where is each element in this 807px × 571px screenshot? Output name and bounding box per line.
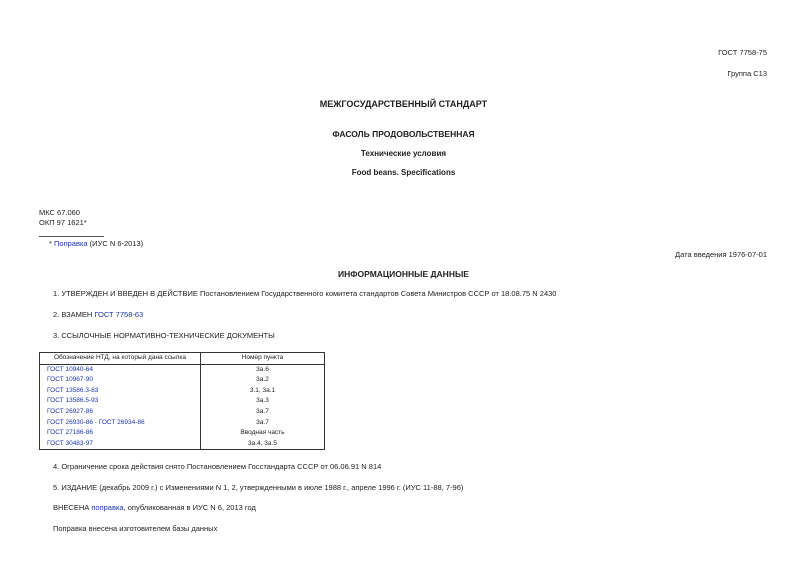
okp-code: ОКП 97 1621* [39, 218, 87, 227]
document-title: ФАСОЛЬ ПРОДОВОЛЬСТВЕННАЯ [332, 129, 475, 139]
table-row [40, 386, 325, 397]
info-item-4: 4. Ограничение срока действия снято Постановлением Госстандарта СССР от 06.06.91 N 814 [53, 462, 382, 471]
gost-link[interactable]: ГОСТ 26927-86 [47, 407, 93, 415]
table-header-row [40, 353, 325, 365]
replaced-gost-link[interactable]: ГОСТ 7758-63 [94, 310, 144, 319]
amendment-prefix: ВНЕСЕНА [53, 503, 92, 512]
info-heading: ИНФОРМАЦИОННЫЕ ДАННЫЕ [338, 269, 469, 279]
info-item-3: 3. ССЫЛОЧНЫЕ НОРМАТИВНО-ТЕХНИЧЕСКИЕ ДОКУМЕНТЫ [53, 331, 275, 340]
gost-link[interactable]: ГОСТ 13586.5-93 [47, 397, 99, 405]
mks-code: МКС 67.060 [39, 208, 80, 217]
footnote-source: (ИУС N 6-2013) [87, 239, 144, 248]
amendment-note: Поправка внесена изготовителем базы данных [53, 524, 218, 533]
gost-link[interactable]: ГОСТ 10967-90 [47, 376, 93, 384]
clause-cell: 3а.7 [201, 407, 325, 418]
amendment-suffix: , опубликованная в ИУС N 6, 2013 год [123, 503, 256, 512]
gost-link[interactable]: ГОСТ 30483-97 [47, 439, 93, 447]
table-row [40, 396, 325, 407]
table-row [40, 364, 325, 375]
clause-cell: 3а.4, 3а.5 [201, 439, 325, 450]
footnote-divider [39, 236, 104, 237]
clause-cell: 3а.6 [201, 364, 325, 375]
reference-table [39, 352, 325, 450]
clause-cell: 3а.2 [201, 375, 325, 386]
gost-link[interactable]: ГОСТ 27186-86 [47, 429, 93, 437]
document-title-en: Food beans. Specifications [351, 168, 456, 177]
table-row [40, 407, 325, 418]
standard-type: МЕЖГОСУДАРСТВЕННЫЙ СТАНДАРТ [319, 99, 488, 109]
table-row [40, 375, 325, 386]
intro-date: Дата введения 1976-07-01 [675, 250, 767, 259]
column-header-document: Обозначение НТД, на который дана ссылка [40, 353, 201, 365]
clause-cell: 3.1, 3а.1 [201, 386, 325, 397]
column-header-clause: Номер пункта [201, 353, 325, 365]
info-item-5: 5. ИЗДАНИЕ (декабрь 2009 г.) с Изменениями N 1, 2, утвержденными в июле 1988 г., апреле 1996 г. (ИУС 11-88, 7-96) [53, 483, 464, 492]
table-row [40, 418, 325, 429]
info-item-2 [53, 310, 143, 319]
gost-link[interactable]: ГОСТ 13586.3-83 [47, 386, 99, 394]
amendment-line [53, 503, 256, 512]
table-row [40, 439, 325, 450]
footnote-amendment-link[interactable]: Поправка [54, 239, 88, 248]
footnote-marker: * [49, 239, 55, 248]
group-code: Группа С13 [727, 69, 767, 78]
info-item-1: 1. УТВЕРЖДЕН И ВВЕДЕН В ДЕЙСТВИЕ Постановлением Государственного комитета стандартов Совета Министров СССР от 18.08.75 N 2430 [53, 289, 557, 298]
clause-cell: 3а.7 [201, 418, 325, 429]
clause-cell: 3а.3 [201, 396, 325, 407]
gost-link[interactable]: ГОСТ 10940-64 [47, 365, 93, 373]
clause-cell: Вводная часть [201, 428, 325, 439]
info-item-2-text: 2. ВЗАМЕН [53, 310, 95, 319]
footnote [49, 239, 143, 248]
gost-number: ГОСТ 7758-75 [718, 48, 767, 57]
document-subtitle: Технические условия [360, 149, 447, 158]
table-row [40, 428, 325, 439]
amendment-link[interactable]: поправка [91, 503, 124, 512]
gost-link[interactable]: ГОСТ 26930-86 - ГОСТ 26934-86 [47, 418, 145, 426]
